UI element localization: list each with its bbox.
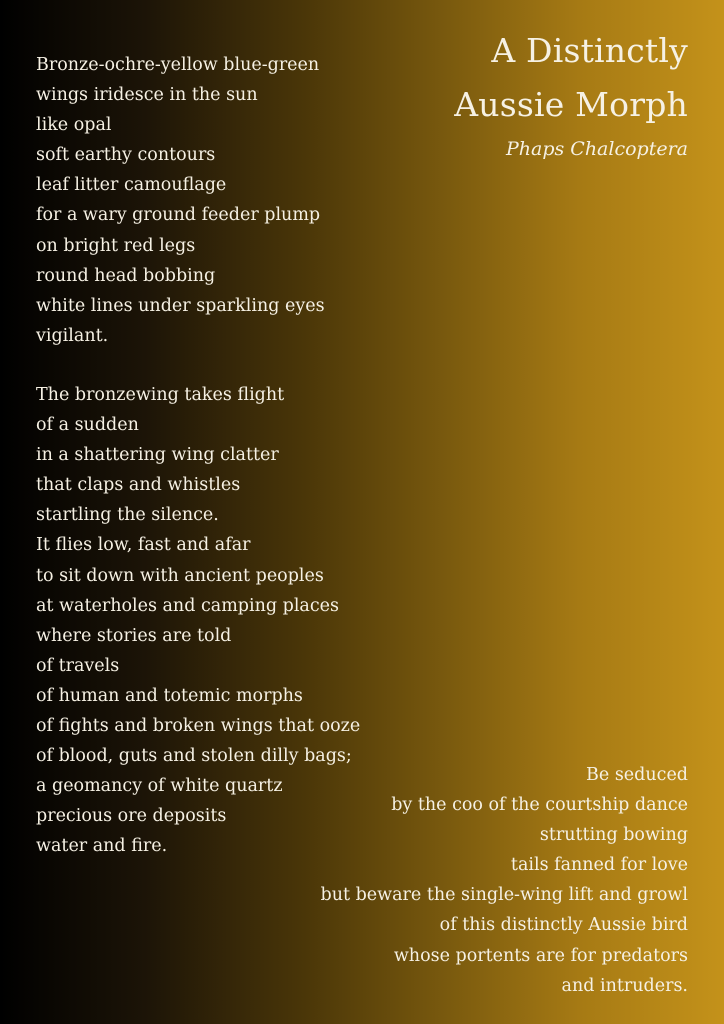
poem-line: round head bobbing (36, 265, 216, 286)
title-block (454, 24, 688, 164)
poem-line: leaf litter camouflage (36, 175, 227, 196)
poem-line: It flies low, fast and afar (36, 535, 251, 556)
stanza-2 (36, 380, 360, 862)
stanza-3 (321, 760, 689, 1001)
poem-line: in a shattering wing clatter (36, 445, 279, 466)
poem-line: Be seduced (586, 765, 688, 785)
poem-line: wings iridesce in the sun (36, 85, 258, 106)
poem-title-line-2: Aussie Morph (454, 85, 688, 124)
poem-line: of a sudden (36, 415, 139, 436)
poem-line: by the coo of the courtship dance (391, 795, 688, 816)
poem-line: of this distinctly Aussie bird (439, 915, 688, 936)
stanza-1 (36, 50, 325, 351)
poem-line: precious ore deposits (36, 806, 227, 827)
poem-line: to sit down with ancient peoples (36, 565, 324, 586)
poem-line: of travels (36, 655, 120, 676)
poem-line: of human and totemic morphs (36, 685, 303, 706)
poem-line: on bright red legs (36, 235, 196, 256)
poem-line: vigilant. (36, 325, 109, 346)
poem-line: of fights and broken wings that ooze (36, 716, 361, 737)
poem-line: water and fire. (36, 836, 168, 857)
poem-line: soft earthy contours (36, 145, 216, 166)
poem-line: strutting bowing (539, 825, 688, 846)
poem-line: a geomancy of white quartz (36, 776, 283, 797)
poem-line: Bronze-ochre-yellow blue-green (36, 55, 320, 75)
poem-line: at waterholes and camping places (36, 595, 340, 616)
poem-line: that claps and whistles (36, 475, 241, 496)
poem-title-line-1: A Distinctly (491, 31, 688, 70)
poem-line: startling the silence. (36, 505, 219, 526)
poem-line: for a wary ground feeder plump (36, 205, 321, 226)
poem-subtitle: Phaps Chalcoptera (505, 138, 688, 160)
poem-line: like opal (36, 115, 112, 136)
poem-line: and intruders. (561, 975, 688, 996)
poem-line: of blood, guts and stolen dilly bags; (36, 746, 352, 767)
poem-line: white lines under sparkling eyes (36, 295, 325, 316)
poem-line: where stories are told (36, 625, 232, 646)
poem-line: The bronzewing takes flight (36, 385, 285, 405)
poem-line: tails fanned for love (510, 855, 688, 876)
poem-line: whose portents are for predators (393, 945, 688, 966)
poem-line: but beware the single-wing lift and growl (320, 885, 688, 906)
